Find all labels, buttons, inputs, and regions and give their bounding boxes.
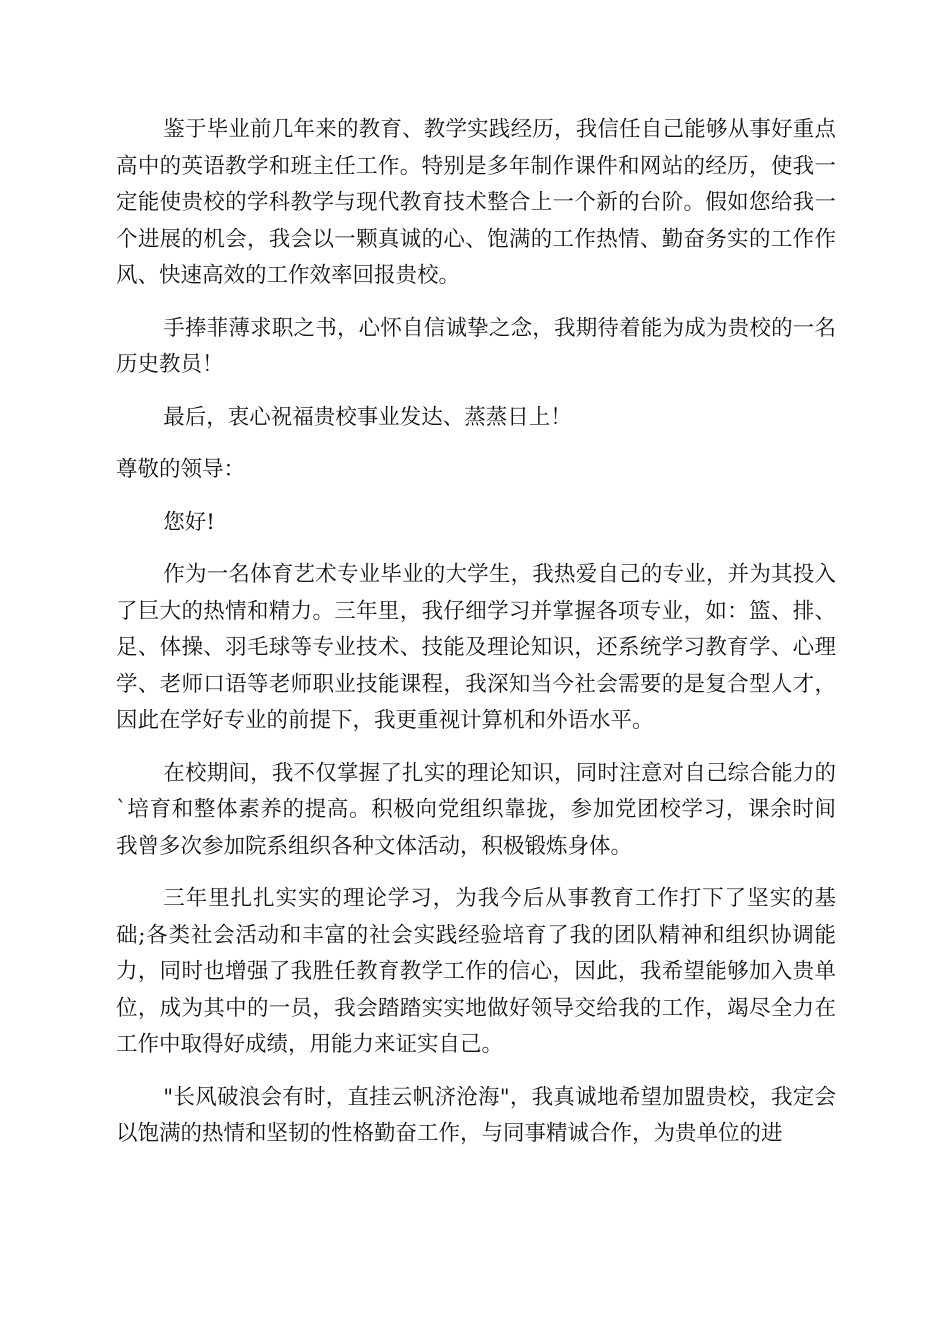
paragraph-quote: "长风破浪会有时，直挂云帆济沧海"，我真诚地希望加盟贵校，我定会以饱满的热情和坚韧的性格勤奋工作，与同事精诚合作，为贵单位的进 [116,1084,836,1146]
greeting: 您好! [163,509,215,535]
paragraph-three-years: 三年里扎扎实实的理论学习，为我今后从事教育工作打下了坚实的基础;各类社会活动和丰富的社会实践经验培育了我的团队精神和组织协调能力，同时也增强了我胜任教育教学工作的信心，因此，我希望能够加入贵单位，成为其中的一员，我会踏踏实实地做好领导交给我的工作，竭尽全力在工作中取得好成绩，用能力来证实自己。 [116,886,836,1057]
salutation: 尊敬的领导： [116,457,246,482]
paragraph-teaching-experience: 鉴于毕业前几年来的教育、教学实践经历，我信任自己能够从事好重点高中的英语教学和班主任工作。特别是多年制作课件和网站的经历，使我一定能使贵校的学科教学与现代教育技术整合上一个新的台阶。假如您给我一个进展的机会，我会以一颗真诚的心、饱满的工作热情、勤奋务实的工作作风、快速高效的工作效率回报贵校。 [116,117,836,288]
paragraph-closing-wish: 最后，衷心祝福贵校事业发达、蒸蒸日上！ [163,404,572,430]
paragraph-introduction: 作为一名体育艺术专业毕业的大学生，我热爱自己的专业，并为其投入了巨大的热情和精力。三年里，我仔细学习并掌握各项专业，如：篮、排、足、体操、羽毛球等专业技术、技能及理论知识，还系统学习教育学、心理学、老师口语等老师职业技能课程，我深知当今社会需要的是复合型人才，因此在学好专业的前提下，我更重视计算机和外语水平。 [116,562,836,733]
paragraph-school-period: 在校期间，我不仅掌握了扎实的理论知识，同时注意对自己综合能力的`培育和整体素养的提高。积极向党组织靠拢，参加党团校学习，课余时间我曾多次参加院系组织各种文体活动，积极锻炼身体。 [116,760,836,859]
paragraph-hope: 手捧菲薄求职之书，心怀自信诚挚之念，我期待着能为成为贵校的一名历史教员！ [116,315,836,377]
document-page [116,112,836,1169]
